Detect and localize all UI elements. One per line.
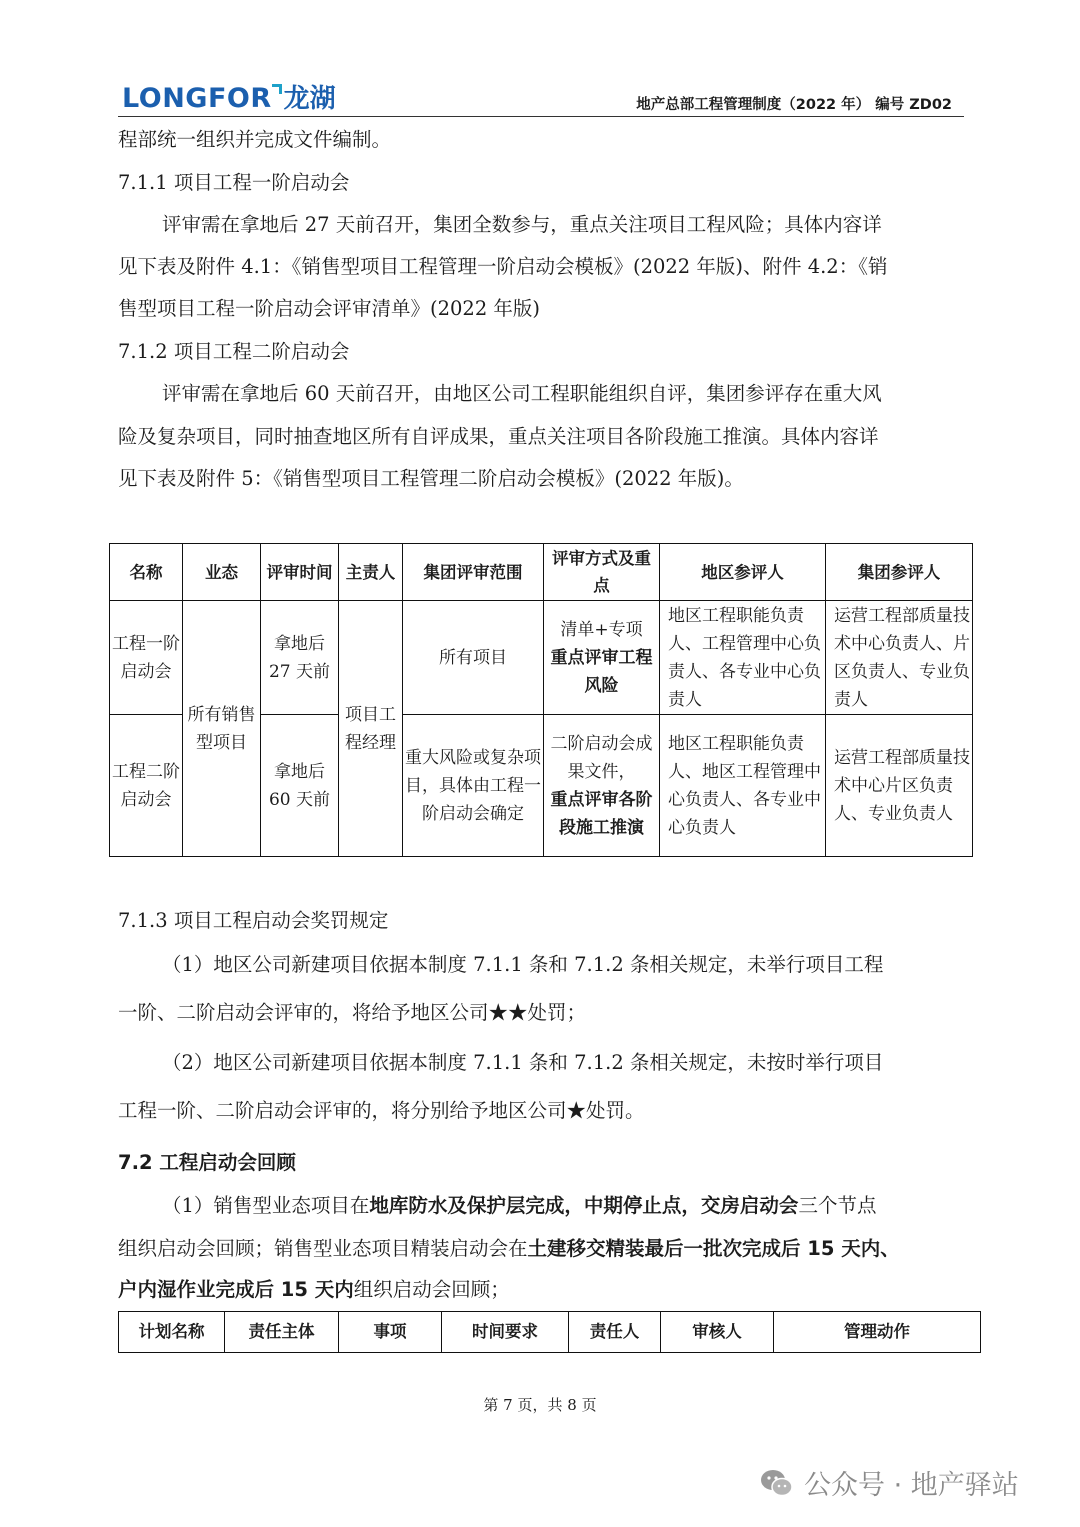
body-line: 一阶、二阶启动会评审的，将给予地区公司★★处罚； [118,1001,587,1024]
section-heading-7-1-3: 7.1.3 项目工程启动会奖罚规定 [118,909,389,932]
page-number: 第 7 页，共 8 页 [483,1396,597,1414]
body-line: （1）地区公司新建项目依据本制度 7.1.1 条和 7.1.2 条相关规定，未举行项目工程 [162,953,884,976]
text-run: 三个节点 [798,1194,877,1217]
body-line: 评审需在拿地后 60 天前召开，由地区公司工程职能组织自评，集团参评存在重大风 [162,382,882,405]
header-cell: 评审时间 [261,544,339,601]
watermark-text: 公众号 · 地产驿站 [804,1470,1019,1501]
wechat-icon [760,1468,794,1498]
section-heading-7-1-2: 7.1.2 项目工程二阶启动会 [118,340,350,363]
body-line: 见下表及附件 5：《销售型项目工程管理二阶启动会模板》(2022 年版)。 [118,467,744,490]
table-cell: 工程二阶启动会 [110,715,183,857]
header-cell: 管理动作 [774,1312,981,1353]
header-cell: 事项 [339,1312,442,1353]
watermark [760,1463,1019,1502]
document-title: 地产总部工程管理制度（2022 年） 编号 ZD02 [636,97,952,113]
section-heading-text: 7.2 工程启动会回顾 [118,1151,296,1174]
body-line: （2）地区公司新建项目依据本制度 7.1.1 条和 7.1.2 条相关规定，未按时举行项目 [162,1051,884,1074]
text-emphasis: 地库防水及保护层完成，中期停止点，交房启动会 [369,1194,799,1217]
logo-mark-icon [272,84,282,94]
header-cell: 计划名称 [119,1312,225,1353]
table-cell: 地区工程职能负责人、工程管理中心负责人、各专业中心负责人 [660,601,826,715]
body-line: 工程一阶、二阶启动会评审的，将分别给予地区公司★处罚。 [118,1099,645,1122]
header-cell: 时间要求 [442,1312,569,1353]
body-line [118,1277,510,1303]
header-cell: 地区参评人 [660,544,826,601]
header-cell: 审核人 [661,1312,774,1353]
table-cell: 运营工程部质量技术中心负责人、片区负责人、专业负责人 [826,601,973,715]
body-line: 见下表及附件 4.1：《销售型项目工程管理一阶启动会模板》(2022 年版)、附件 4.2：《销 [118,255,888,278]
kickoff-review-table [109,543,973,857]
text-run: 组织启动会回顾；销售型业态项目精装启动会在 [118,1237,528,1260]
header-cell: 评审方式及重点 [544,544,660,601]
header-cell: 集团评审范围 [403,544,544,601]
text-run: 组织启动会回顾； [353,1278,510,1301]
section-heading-7-1-1: 7.1.1 项目工程一阶启动会 [118,171,350,194]
text-emphasis: 户内湿作业完成后 15 天内 [118,1278,354,1301]
table-cell: 拿地后 60 天前 [261,715,339,857]
table-cell: 拿地后 27 天前 [261,601,339,715]
table-cell: 地区工程职能负责人、地区工程管理中心负责人、各专业中心负责人 [660,715,826,857]
body-line [118,1236,900,1262]
table-cell: 工程一阶启动会 [110,601,183,715]
logo-english: LONGFOR [122,83,272,114]
table-cell: 所有项目 [403,601,544,715]
table-cell [544,715,660,857]
header-cell: 集团参评人 [826,544,973,601]
text-emphasis: 土建移交精装最后一批次完成后 15 天内、 [527,1237,900,1260]
logo-chinese: 龙湖 [283,84,336,114]
body-line: 程部统一组织并完成文件编制。 [118,128,392,151]
method-emphasis: 重点评审工程风险 [550,647,653,696]
body-line: 评审需在拿地后 27 天前召开，集团全数参与，重点关注项目工程风险；具体内容详 [162,213,882,236]
table-cell: 重大风险或复杂项目，具体由工程一阶启动会确定 [403,715,544,857]
review-plan-table [118,1311,981,1353]
company-logo [122,78,336,114]
table-cell: 所有销售型项目 [183,601,261,857]
table-cell: 项目工程经理 [339,601,403,857]
method-text: 二阶启动会成果文件， [550,733,653,782]
body-line: 险及复杂项目，同时抽查地区所有自评成果，重点关注项目各阶段施工推演。具体内容详 [118,425,879,448]
header-cell: 名称 [110,544,183,601]
header-cell: 责任人 [569,1312,661,1353]
header-cell: 业态 [183,544,261,601]
body-line [162,1193,876,1219]
section-heading-7-2 [118,1150,296,1176]
method-text: 清单+专项 [560,619,643,640]
header-divider [118,116,964,117]
table-cell: 运营工程部质量技术中心片区负责人、专业负责人 [826,715,973,857]
method-emphasis: 重点评审各阶段施工推演 [550,789,653,838]
header-cell: 主责人 [339,544,403,601]
header-cell: 责任主体 [225,1312,339,1353]
table-cell [544,601,660,715]
body-line: 售型项目工程一阶启动会评审清单》(2022 年版) [118,297,541,320]
text-run: （1）销售型业态项目在 [162,1194,370,1217]
